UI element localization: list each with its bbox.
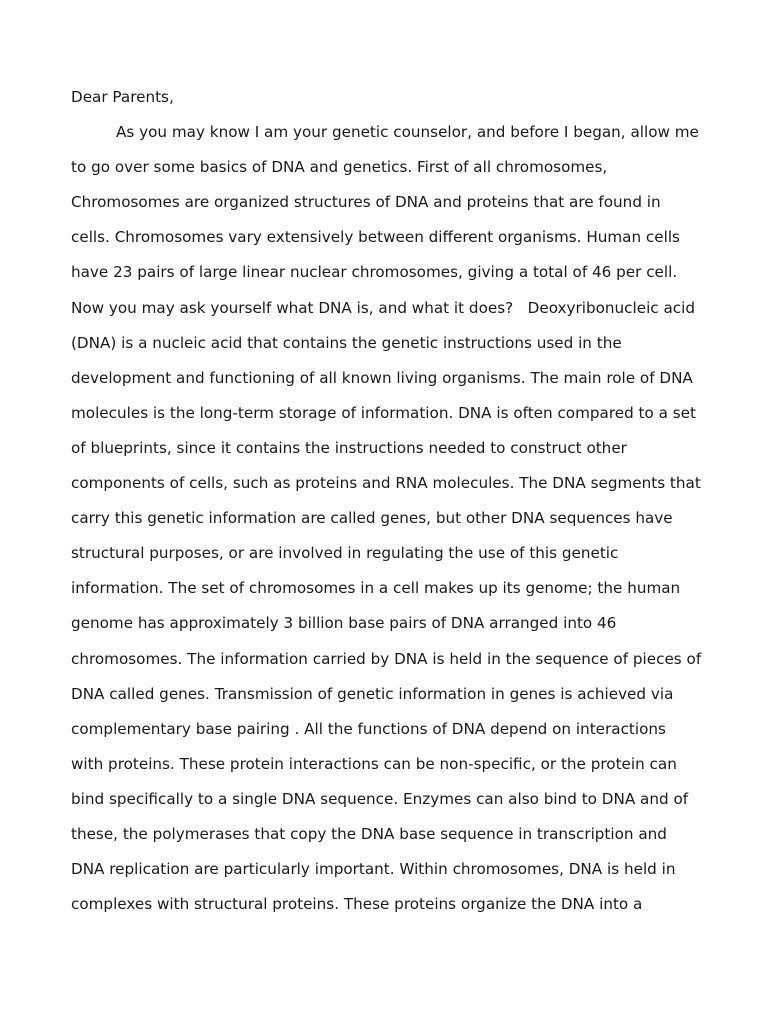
body-line: DNA called genes. Transmission of genetic information in genes is achieved via <box>71 684 674 703</box>
body-line: these, the polymerases that copy the DNA base sequence in transcription and <box>71 824 667 843</box>
body-line: to go over some basics of DNA and genetics. First of all chromosomes, <box>71 158 608 177</box>
body-line: information. The set of chromosomes in a cell makes up its genome; the human <box>71 579 681 598</box>
body-line: complementary base pairing . All the functions of DNA depend on interactions <box>71 719 666 738</box>
body-line: As you may know I am your genetic counselor, and before I began, allow me <box>116 123 699 142</box>
body-line: DNA replication are particularly important. Within chromosomes, DNA is held in <box>71 860 676 879</box>
body-line: Chromosomes are organized structures of DNA and proteins that are found in <box>71 193 661 212</box>
letter-body <box>71 80 711 922</box>
body-line: of blueprints, since it contains the instructions needed to construct other <box>71 438 627 457</box>
body-line: carry this genetic information are called genes, but other DNA sequences have <box>71 509 673 528</box>
body-line: bind specifically to a single DNA sequence. Enzymes can also bind to DNA and of <box>71 789 689 808</box>
body-line: Now you may ask yourself what DNA is, and what it does? Deoxyribonucleic acid <box>71 298 695 317</box>
body-line: complexes with structural proteins. These proteins organize the DNA into a <box>71 895 643 914</box>
body-line: with proteins. These protein interactions can be non-specific, or the protein can <box>71 754 677 773</box>
body-line: have 23 pairs of large linear nuclear chromosomes, giving a total of 46 per cell. <box>71 263 678 282</box>
body-line: genome has approximately 3 billion base pairs of DNA arranged into 46 <box>71 614 617 633</box>
body-line: chromosomes. The information carried by DNA is held in the sequence of pieces of <box>71 649 702 668</box>
salutation: Dear Parents, <box>71 88 174 106</box>
body-line: components of cells, such as proteins and RNA molecules. The DNA segments that <box>71 474 701 493</box>
body-line: molecules is the long-term storage of information. DNA is often compared to a set <box>71 403 696 422</box>
body-line: structural purposes, or are involved in regulating the use of this genetic <box>71 544 619 563</box>
body-line: cells. Chromosomes vary extensively between different organisms. Human cells <box>71 228 680 247</box>
body-line: development and functioning of all known living organisms. The main role of DNA <box>71 368 693 387</box>
body-line: (DNA) is a nucleic acid that contains the genetic instructions used in the <box>71 333 622 352</box>
